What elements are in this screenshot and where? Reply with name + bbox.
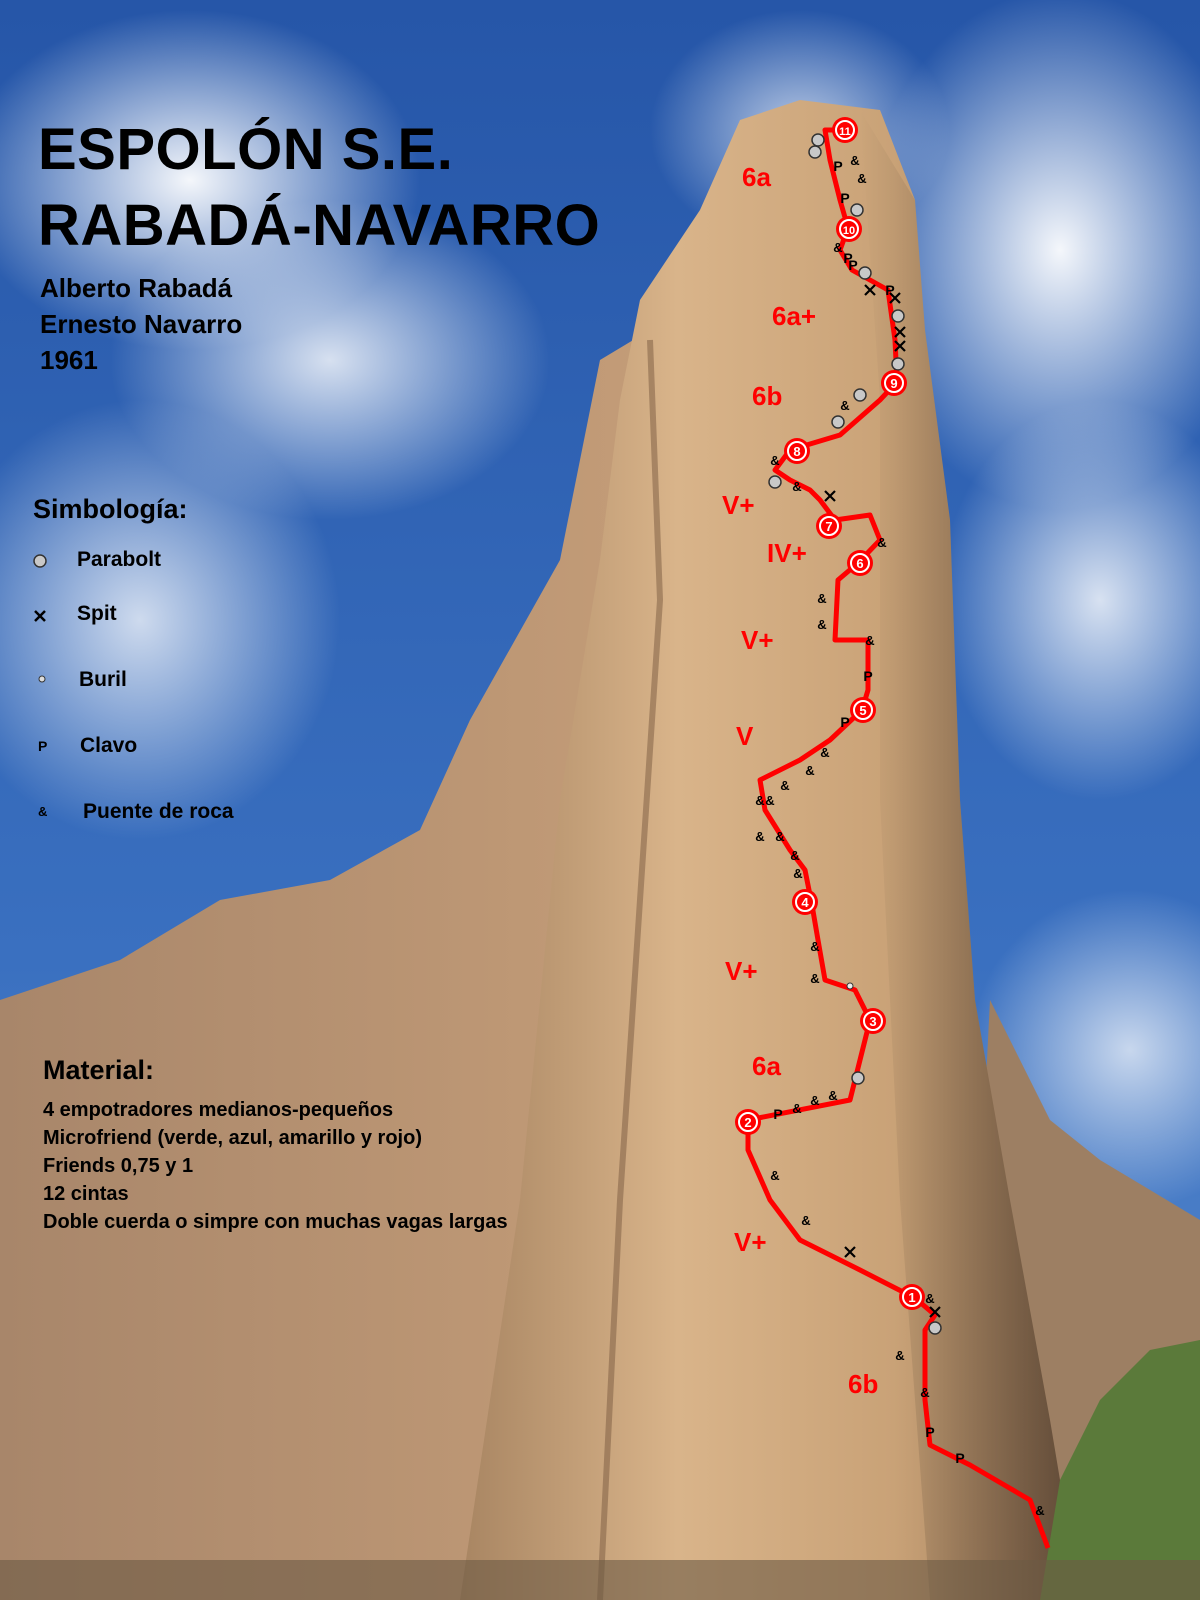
belay-2 (735, 1109, 761, 1135)
route-title-line2: RABADÁ-NAVARRO (38, 193, 601, 258)
clavo-icon: P (840, 190, 850, 206)
legend-label-puente-de-roca: Puente de roca (83, 800, 234, 823)
puente-de-roca-icon: & (1035, 1503, 1045, 1518)
belay-3 (860, 1008, 886, 1034)
puente-de-roca-icon: & (38, 804, 48, 819)
parabolt-icon (929, 1322, 941, 1334)
clavo-icon: P (38, 738, 48, 754)
puente-de-roca-icon: & (840, 398, 850, 413)
legend-title: Simbología: (33, 494, 188, 524)
material-line: Microfriend (verde, azul, amarillo y rojo) (43, 1127, 422, 1149)
belay-5 (850, 697, 876, 723)
grade-label: 6a (742, 162, 771, 192)
puente-de-roca-icon: & (801, 1213, 811, 1228)
puente-de-roca-icon: & (765, 793, 775, 808)
material-line: Friends 0,75 y 1 (43, 1155, 194, 1177)
puente-de-roca-icon: & (895, 1348, 905, 1363)
parabolt-icon (854, 389, 866, 401)
belay-10 (836, 216, 862, 242)
puente-de-roca-icon: & (793, 866, 803, 881)
grade-label: 6b (848, 1369, 879, 1399)
material-line: 4 empotradores medianos-pequeños (43, 1099, 394, 1121)
clavo-icon: P (833, 158, 843, 174)
belay-1 (899, 1284, 925, 1310)
puente-de-roca-icon: & (877, 535, 887, 550)
puente-de-roca-icon: & (810, 971, 820, 986)
grade-label: 6a (752, 1051, 781, 1081)
parabolt-icon (32, 553, 48, 569)
clavo-icon: P (863, 668, 873, 684)
puente-de-roca-icon: & (792, 1101, 802, 1116)
material-title: Material: (43, 1055, 155, 1085)
puente-de-roca-icon: & (817, 591, 827, 606)
puente-de-roca-icon: & (792, 479, 802, 494)
parabolt-icon (859, 267, 871, 279)
puente-de-roca-icon: & (810, 1093, 820, 1108)
puente-de-roca-icon: & (925, 1291, 935, 1306)
legend-label-spit: Spit (77, 602, 117, 625)
belay-7 (816, 513, 842, 539)
puente-de-roca-icon: & (850, 153, 860, 168)
clavo-icon: P (843, 250, 853, 266)
clavo-icon: P (955, 1450, 965, 1466)
puente-de-roca-icon: & (820, 745, 830, 760)
svg-text:10: 10 (842, 225, 856, 237)
ground (0, 1560, 1200, 1600)
grade-label: V+ (741, 625, 774, 655)
puente-de-roca-icon: & (817, 617, 827, 632)
svg-text:9: 9 (890, 376, 898, 391)
clavo-icon: P (925, 1424, 935, 1440)
grade-label: V+ (725, 956, 758, 986)
parabolt-icon (809, 146, 821, 158)
buril-icon (847, 983, 853, 989)
svg-text:2: 2 (744, 1115, 752, 1130)
svg-text:6: 6 (856, 556, 864, 571)
grade-label: V (736, 721, 754, 751)
material-line: Doble cuerda o simpre con muchas vagas largas (43, 1211, 508, 1233)
puente-de-roca-icon: & (805, 763, 815, 778)
clavo-icon: P (885, 282, 895, 298)
svg-text:8: 8 (793, 444, 801, 459)
material-line: 12 cintas (43, 1183, 129, 1205)
puente-de-roca-icon: & (810, 939, 820, 954)
legend-label-parabolt: Parabolt (77, 548, 162, 571)
puente-de-roca-icon: & (780, 778, 790, 793)
belay-8 (784, 438, 810, 464)
puente-de-roca-icon: & (770, 453, 780, 468)
grade-label: V+ (734, 1227, 767, 1257)
grade-label: 6a+ (772, 301, 817, 331)
puente-de-roca-icon: & (920, 1385, 930, 1400)
svg-text:5: 5 (859, 703, 867, 718)
grade-label: IV+ (767, 538, 807, 568)
route-title-line1: ESPOLÓN S.E. (38, 117, 454, 182)
puente-de-roca-icon: & (828, 1088, 838, 1103)
clavo-icon: P (848, 257, 858, 273)
parabolt-icon (892, 358, 904, 370)
svg-text:1: 1 (908, 1290, 916, 1305)
legend-label-clavo: Clavo (80, 734, 138, 757)
puente-de-roca-icon: & (833, 240, 843, 255)
puente-de-roca-icon: & (865, 633, 875, 648)
belay-9 (881, 370, 907, 396)
buril-icon (37, 674, 47, 684)
parabolt-icon (851, 204, 863, 216)
svg-text:11: 11 (839, 126, 851, 138)
svg-text:4: 4 (801, 895, 809, 910)
year: 1961 (40, 345, 98, 375)
puente-de-roca-icon: & (790, 848, 800, 863)
spit-icon (32, 608, 48, 624)
author-1: Alberto Rabadá (40, 273, 233, 303)
legend-label-buril: Buril (79, 668, 127, 691)
puente-de-roca-icon: & (857, 171, 867, 186)
parabolt-icon (769, 476, 781, 488)
parabolt-icon (832, 416, 844, 428)
belay-11 (832, 117, 858, 143)
parabolt-icon (852, 1072, 864, 1084)
puente-de-roca-icon: & (755, 829, 765, 844)
puente-de-roca-icon: & (770, 1168, 780, 1183)
clavo-icon: P (773, 1106, 783, 1122)
clavo-icon: P (840, 714, 850, 730)
parabolt-icon (812, 134, 824, 146)
belay-6 (847, 550, 873, 576)
grade-label: V+ (722, 490, 755, 520)
parabolt-icon (892, 310, 904, 322)
author-2: Ernesto Navarro (40, 309, 243, 339)
puente-de-roca-icon: & (775, 829, 785, 844)
svg-text:3: 3 (869, 1014, 877, 1029)
grade-label: 6b (752, 381, 783, 411)
belay-4 (792, 889, 818, 915)
svg-text:7: 7 (825, 519, 833, 534)
puente-de-roca-icon: & (755, 793, 765, 808)
